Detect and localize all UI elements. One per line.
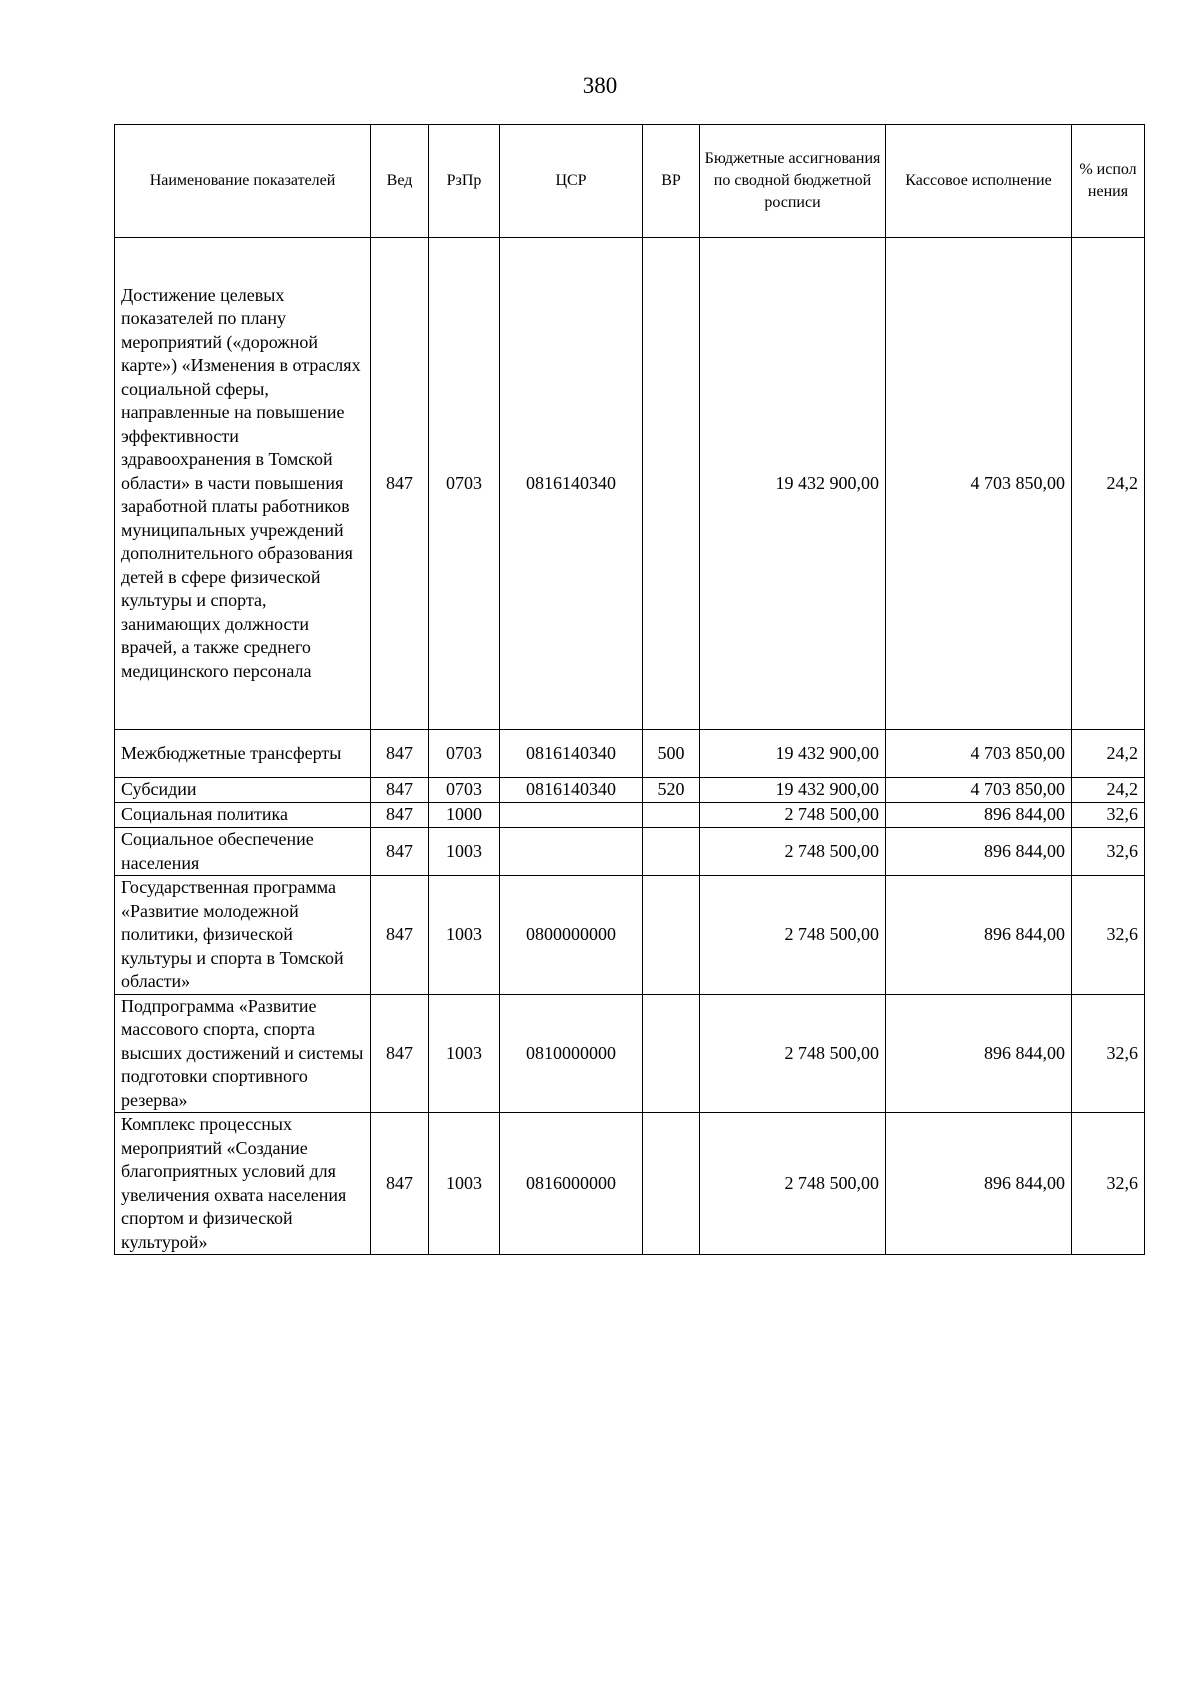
row-ved: 847 bbox=[371, 730, 429, 778]
row-budget: 2 748 500,00 bbox=[700, 994, 886, 1113]
row-budget: 2 748 500,00 bbox=[700, 828, 886, 876]
row-rzpr: 0703 bbox=[429, 238, 500, 730]
row-csr: 0816000000 bbox=[500, 1113, 643, 1255]
row-name: Подпрограмма «Развитие массового спорта, спорта высших достижений и системы подготовки спортивного резерва» bbox=[115, 994, 371, 1113]
row-cash: 896 844,00 bbox=[886, 994, 1072, 1113]
header-percent: % испол нения bbox=[1072, 125, 1145, 238]
row-cash: 896 844,00 bbox=[886, 828, 1072, 876]
row-budget: 19 432 900,00 bbox=[700, 778, 886, 803]
row-rzpr: 1003 bbox=[429, 828, 500, 876]
row-csr: 0816140340 bbox=[500, 730, 643, 778]
row-vr bbox=[643, 238, 700, 730]
table-row bbox=[115, 238, 1145, 730]
row-ved: 847 bbox=[371, 876, 429, 995]
row-ved: 847 bbox=[371, 238, 429, 730]
row-csr: 0816140340 bbox=[500, 778, 643, 803]
row-name: Субсидии bbox=[115, 778, 371, 803]
row-percent: 24,2 bbox=[1072, 730, 1145, 778]
row-rzpr: 1003 bbox=[429, 1113, 500, 1255]
header-name: Наименование показателей bbox=[115, 125, 371, 238]
row-budget: 2 748 500,00 bbox=[700, 803, 886, 828]
table-row bbox=[115, 778, 1145, 803]
header-rzpr: РзПр bbox=[429, 125, 500, 238]
row-ved: 847 bbox=[371, 828, 429, 876]
row-budget: 2 748 500,00 bbox=[700, 876, 886, 995]
row-vr bbox=[643, 994, 700, 1113]
row-csr bbox=[500, 803, 643, 828]
row-budget: 19 432 900,00 bbox=[700, 238, 886, 730]
header-budget: Бюджетные ассигнования по сводной бюджетной росписи bbox=[700, 125, 886, 238]
row-csr bbox=[500, 828, 643, 876]
row-name: Межбюджетные трансферты bbox=[115, 730, 371, 778]
row-name: Социальное обеспечение населения bbox=[115, 828, 371, 876]
row-percent: 24,2 bbox=[1072, 238, 1145, 730]
header-csr: ЦСР bbox=[500, 125, 643, 238]
header-cash: Кассовое исполнение bbox=[886, 125, 1072, 238]
row-cash: 4 703 850,00 bbox=[886, 730, 1072, 778]
row-ved: 847 bbox=[371, 1113, 429, 1255]
table-row bbox=[115, 1113, 1145, 1255]
table-header-row bbox=[115, 125, 1145, 238]
row-rzpr: 0703 bbox=[429, 730, 500, 778]
row-vr: 520 bbox=[643, 778, 700, 803]
row-vr bbox=[643, 828, 700, 876]
row-percent: 32,6 bbox=[1072, 828, 1145, 876]
row-name: Социальная политика bbox=[115, 803, 371, 828]
row-budget: 19 432 900,00 bbox=[700, 730, 886, 778]
row-cash: 896 844,00 bbox=[886, 803, 1072, 828]
row-rzpr: 1003 bbox=[429, 994, 500, 1113]
row-percent: 24,2 bbox=[1072, 778, 1145, 803]
table-row bbox=[115, 730, 1145, 778]
row-rzpr: 1003 bbox=[429, 876, 500, 995]
page-number: 380 bbox=[582, 73, 618, 98]
row-name: Государственная программа «Развитие молодежной политики, физической культуры и спорта в Томской области» bbox=[115, 876, 371, 995]
row-percent: 32,6 bbox=[1072, 876, 1145, 995]
row-csr: 0810000000 bbox=[500, 994, 643, 1113]
row-name: Достижение целевых показателей по плану мероприятий («дорожной карте») «Изменения в отраслях социальной сферы, направленные на повышение эффективности здравоохранения в Томской области» в части повышения заработной платы работников муниципальных учреждений дополнительного образования детей в сфере физической культуры и спорта, занимающих должности врачей, а также среднего медицинского персонала bbox=[115, 238, 371, 730]
header-ved: Вед bbox=[371, 125, 429, 238]
row-ved: 847 bbox=[371, 778, 429, 803]
row-budget: 2 748 500,00 bbox=[700, 1113, 886, 1255]
row-percent: 32,6 bbox=[1072, 1113, 1145, 1255]
row-cash: 896 844,00 bbox=[886, 1113, 1072, 1255]
row-vr bbox=[643, 1113, 700, 1255]
row-cash: 896 844,00 bbox=[886, 876, 1072, 995]
row-cash: 4 703 850,00 bbox=[886, 238, 1072, 730]
table-row bbox=[115, 994, 1145, 1113]
table-row bbox=[115, 803, 1145, 828]
row-rzpr: 1000 bbox=[429, 803, 500, 828]
row-vr: 500 bbox=[643, 730, 700, 778]
row-percent: 32,6 bbox=[1072, 803, 1145, 828]
row-ved: 847 bbox=[371, 994, 429, 1113]
table-row bbox=[115, 876, 1145, 995]
row-ved: 847 bbox=[371, 803, 429, 828]
row-rzpr: 0703 bbox=[429, 778, 500, 803]
row-name: Комплекс процессных мероприятий «Создание благоприятных условий для увеличения охвата населения спортом и физической культурой» bbox=[115, 1113, 371, 1255]
table-row bbox=[115, 828, 1145, 876]
budget-table bbox=[114, 124, 1145, 1255]
row-vr bbox=[643, 803, 700, 828]
row-csr: 0816140340 bbox=[500, 238, 643, 730]
row-percent: 32,6 bbox=[1072, 994, 1145, 1113]
row-vr bbox=[643, 876, 700, 995]
row-cash: 4 703 850,00 bbox=[886, 778, 1072, 803]
row-csr: 0800000000 bbox=[500, 876, 643, 995]
header-vr: ВР bbox=[643, 125, 700, 238]
